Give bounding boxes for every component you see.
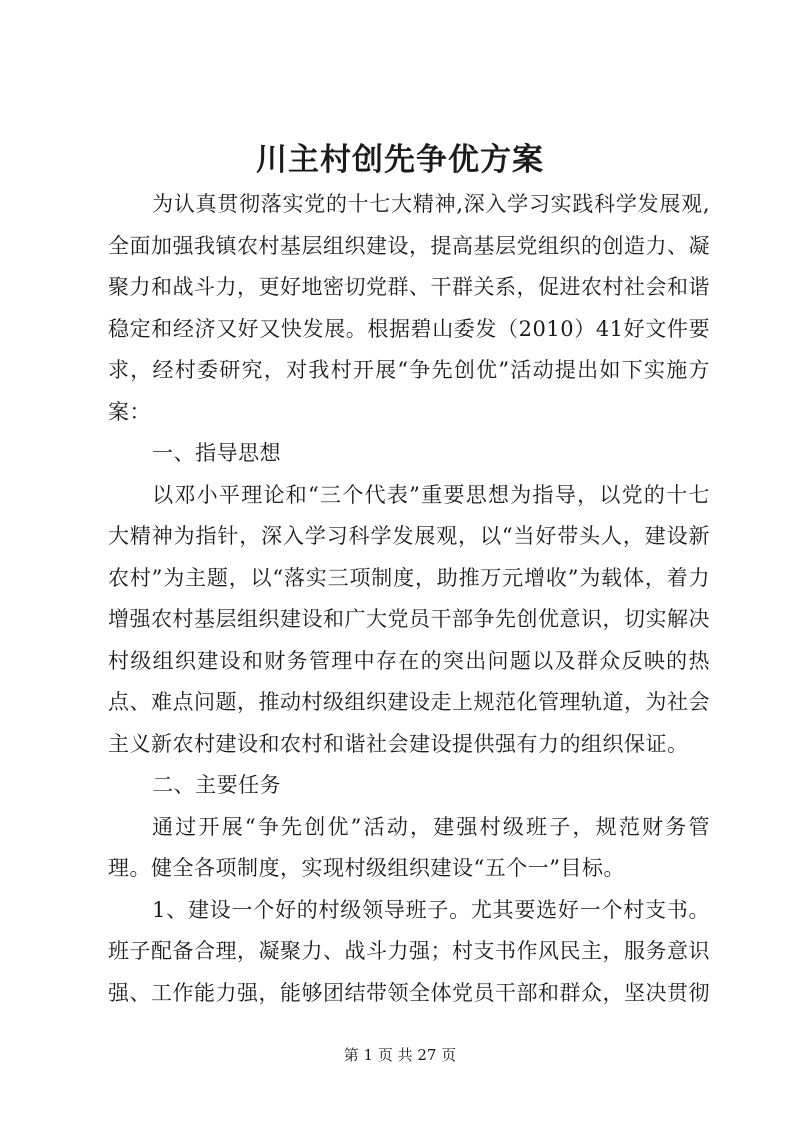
heading-guiding-thought: 一、指导思想: [152, 441, 282, 465]
page-number-footer: 第 1 页 共 27 页: [343, 1046, 457, 1064]
heading-main-tasks: 二、主要任务: [152, 773, 282, 797]
document-body: [108, 184, 710, 1014]
document-title: 川主村创先争优方案: [256, 142, 544, 178]
paragraph-intro: 为认真贯彻落实党的十七大精神,深入学习实践科学发展观,全面加强我镇农村基层组织建设，提高基层党组织的创造力、凝聚力和战斗力，更好地密切党群、干群关系，促进农村社会和谐稳定和经济又好又快发展。根据碧山委发（2010）41好文件要求，经村委研究，对我村开展“争先创优”活动提出如下实施方案：: [108, 192, 710, 424]
paragraph-main-tasks: 通过开展“争先创优”活动，建强村级班子，规范财务管理。健全各项制度，实现村级组织建设“五个一”目标。: [108, 814, 710, 880]
paragraph-guiding-thought: 以邓小平理论和“三个代表”重要思想为指导，以党的十七大精神为指针，深入学习科学发展观，以“当好带头人，建设新农村”为主题，以“落实三项制度，助推万元增收”为载体，着力增强农村基层组织建设和广大党员干部争先创优意识，切实解决村级组织建设和财务管理中存在的突出问题以及群众反映的热点、难点问题，推动村级组织建设走上规范化管理轨道，为社会主义新农村建设和农村和谐社会建设提供强有力的组织保证。: [108, 482, 710, 756]
paragraph-task-1: 1、建设一个好的村级领导班子。尤其要选好一个村支书。班子配备合理，凝聚力、战斗力强；村支书作风民主，服务意识强、工作能力强，能够团结带领全体党员干部和群众，坚决贯彻: [108, 897, 710, 1005]
